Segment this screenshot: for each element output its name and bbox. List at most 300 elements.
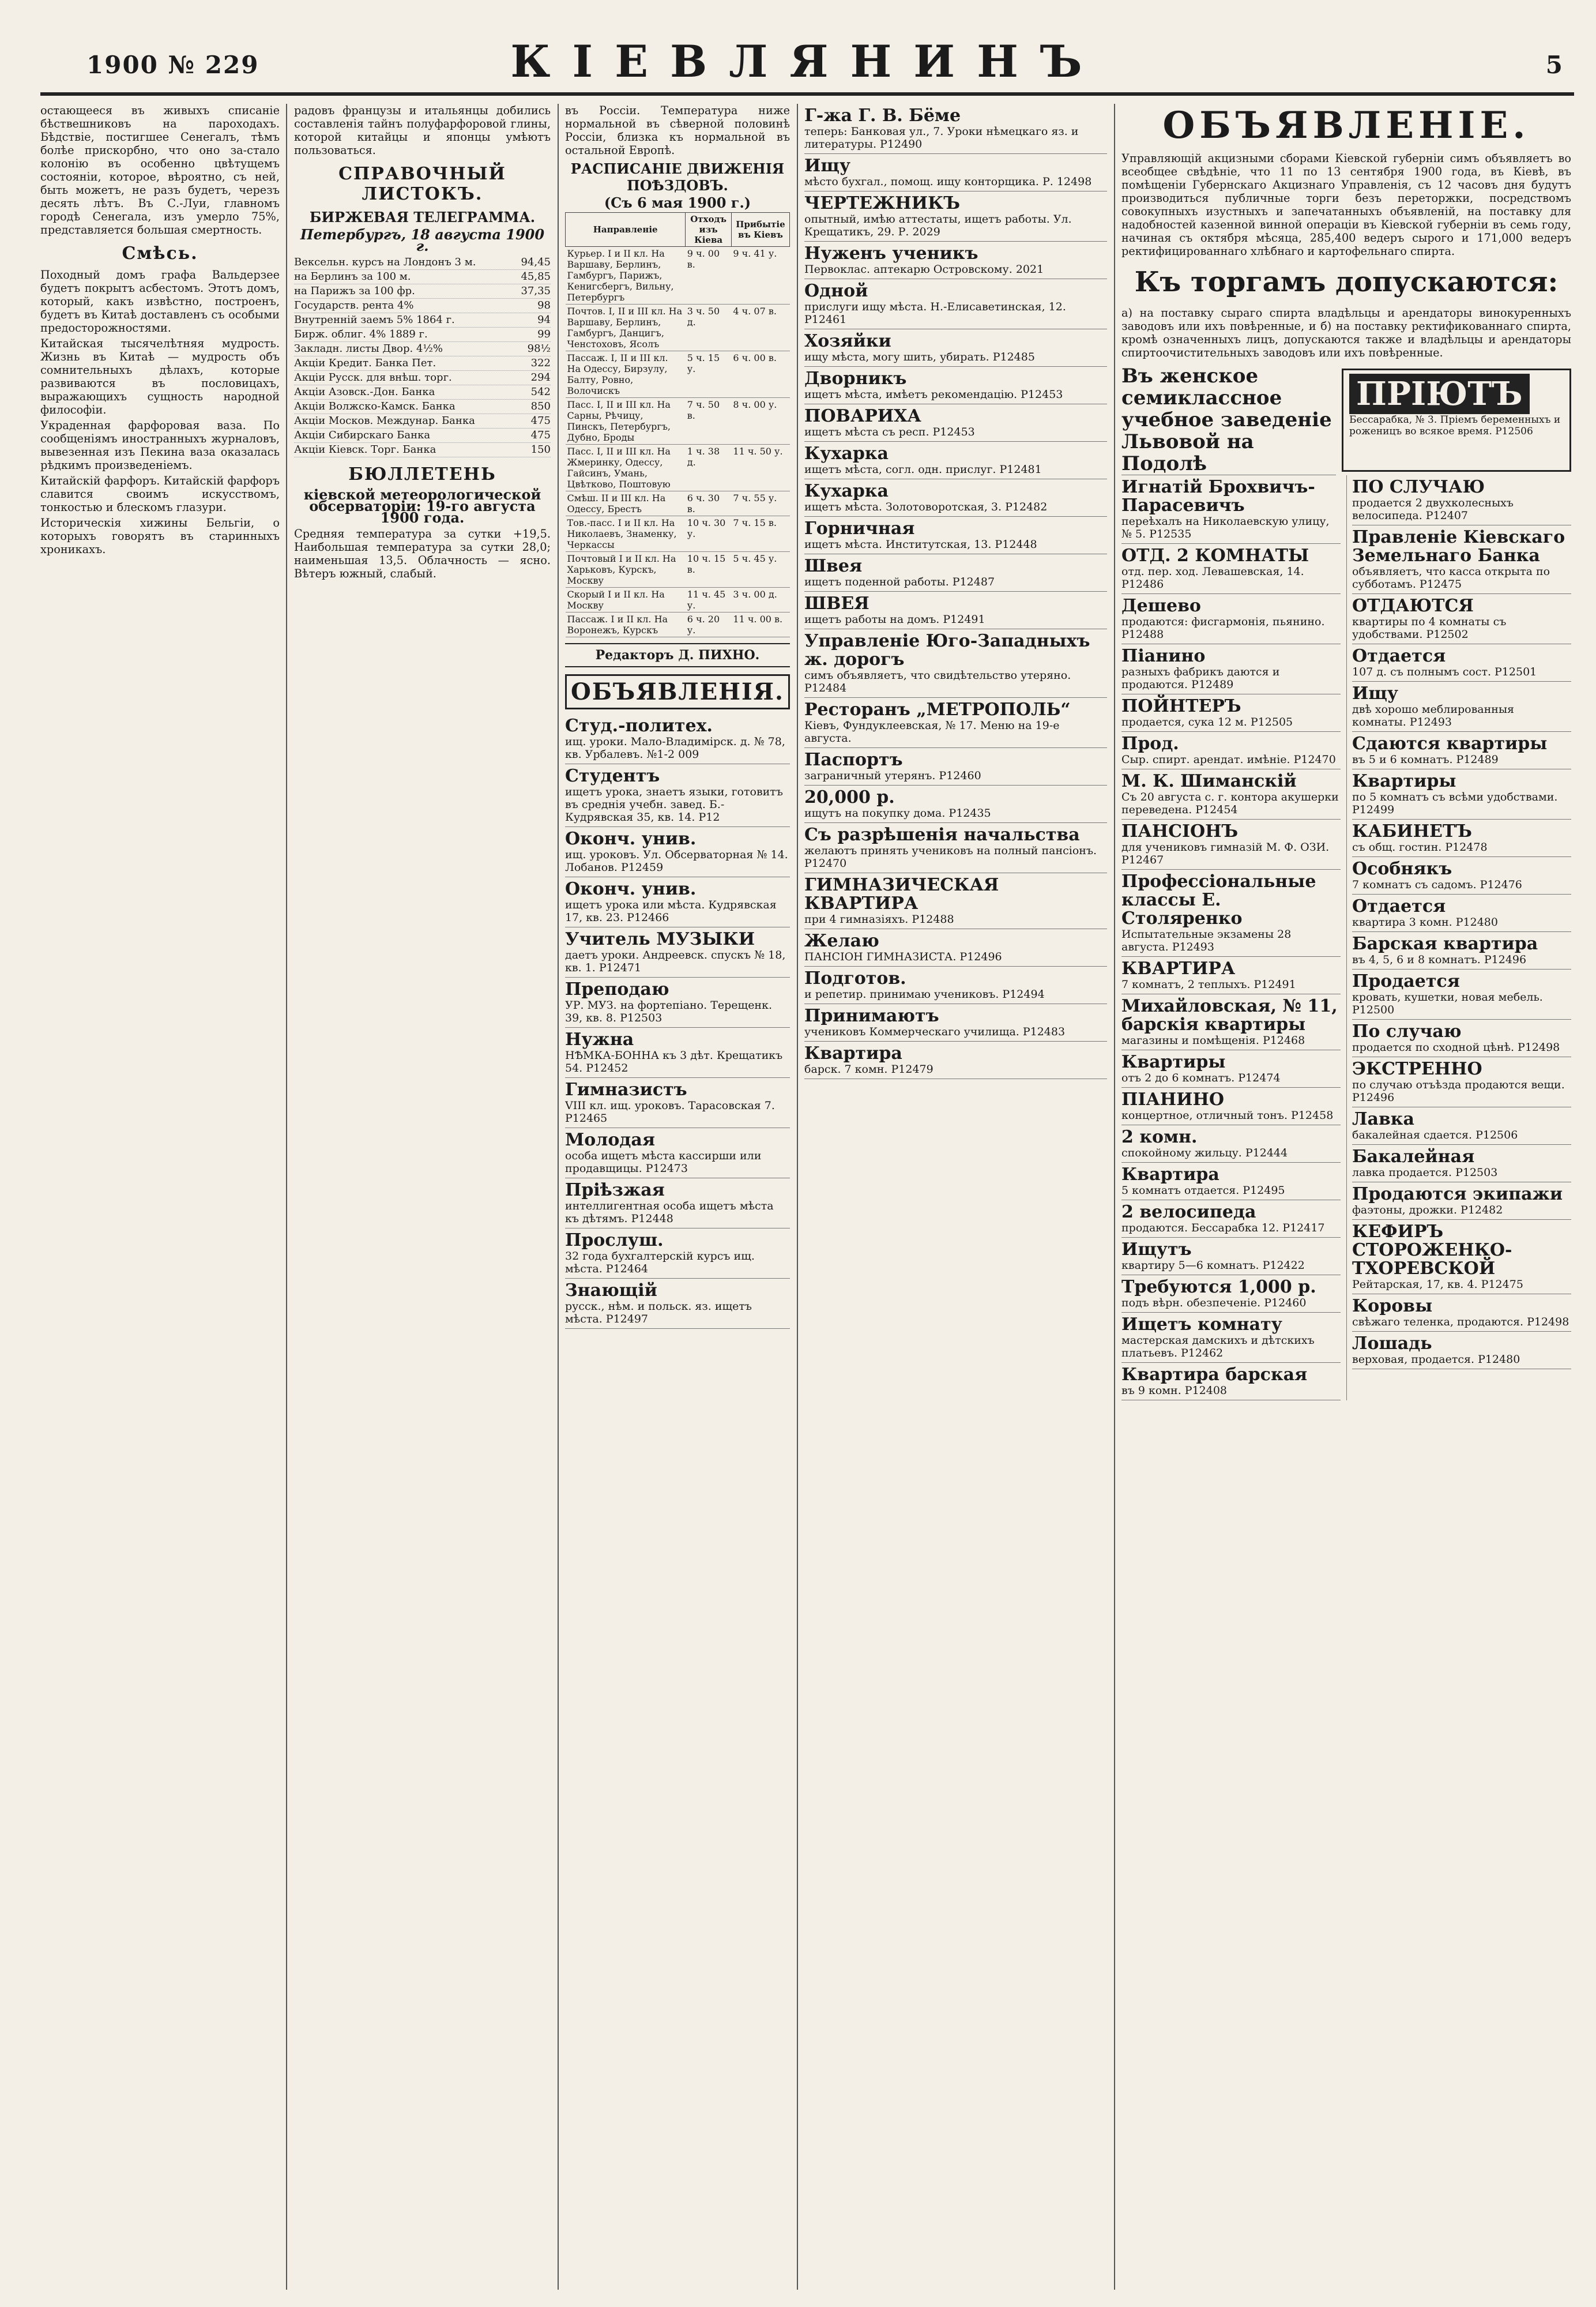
- classified-ad: [1121, 1363, 1341, 1400]
- ad-headline: Правленіе Кіевскаго Земельнаго Банка: [1352, 527, 1565, 566]
- rate-value: 542: [530, 386, 551, 398]
- rate-row: [294, 371, 551, 385]
- ad-body: ищетъ мѣста. Институтская, 13. Р12448: [804, 538, 1037, 551]
- rate-value: 98: [537, 299, 551, 311]
- train-route: Пассаж. I, II и III кл. На Одессу, Бирзулу, Балту, Ровно, Волочискъ: [566, 351, 686, 398]
- orphanage-title: ПРІЮТЪ: [1349, 374, 1530, 414]
- train-arrival: 7 ч. 55 у.: [731, 491, 789, 516]
- train-arrival: 6 ч. 00 в.: [731, 351, 789, 398]
- train-route: Пасс. I, II и III кл. На Жмеринку, Одессу, Гайсинъ, Умань, Цвѣтково, Поштовую: [566, 445, 686, 491]
- section-title-smes: Смѣсь.: [122, 243, 198, 264]
- ad-body: свѣжаго теленка, продаются. Р12498: [1352, 1316, 1569, 1328]
- classified-ad: [804, 748, 1107, 786]
- rate-value: 850: [530, 400, 551, 412]
- classified-ad: [804, 929, 1107, 967]
- ad-headline: Михайловская, № 11, барскія квартиры: [1121, 996, 1338, 1035]
- rate-name: на Берлинъ за 100 м.: [294, 270, 411, 283]
- bulletin-text: Средняя температура за сутки +19,5. Наибольшая температура за сутки 28,0; наименьшая 13,5. Облачность — ясно. Вѣтеръ южный, слабый.: [294, 527, 551, 580]
- ad-headline: Квартиры: [1352, 771, 1456, 791]
- train-row: [566, 305, 790, 351]
- ad-body: мастерская дамскихъ и дѣтскихъ платьевъ. Р12462: [1121, 1334, 1315, 1359]
- train-route: Тов.-пасс. I и II кл. На Николаевъ, Знаменку, Черкассы: [566, 516, 686, 552]
- ad-body: фаэтоны, дрожки. Р12482: [1352, 1204, 1503, 1216]
- classified-ad: [1121, 694, 1341, 732]
- classified-ad: [1352, 1145, 1571, 1182]
- ad-headline: КАБИНЕТЪ: [1352, 821, 1472, 841]
- train-arrival: 9 ч. 41 у.: [731, 247, 789, 305]
- classified-ad: [1352, 932, 1571, 970]
- ad-headline: Сдаются квартиры: [1352, 734, 1548, 754]
- ad-body: въ 9 комн. Р12408: [1121, 1384, 1228, 1397]
- rate-value: 150: [530, 444, 551, 456]
- classified-ad: [1352, 820, 1571, 857]
- ad-headline: 2 велосипеда: [1121, 1202, 1256, 1222]
- classified-ad: [804, 154, 1107, 191]
- ad-headline: Оконч. унив.: [565, 879, 697, 899]
- rate-row: [294, 313, 551, 328]
- classified-ad: [1352, 970, 1571, 1020]
- ad-body: спокойному жильцу. Р12444: [1121, 1147, 1288, 1159]
- ad-body: бакалейная сдается. Р12506: [1352, 1129, 1518, 1141]
- classified-ad: [1121, 1088, 1341, 1125]
- ad-headline: 2 комн.: [1121, 1127, 1198, 1147]
- ad-headline: Ищу: [804, 156, 851, 176]
- column-divider: [558, 104, 559, 2290]
- ad-headline: Принимаютъ: [804, 1006, 939, 1026]
- classified-ad: [1352, 857, 1571, 895]
- ad-headline: Подготов.: [804, 968, 906, 989]
- ad-body: съ общ. гостин. Р12478: [1352, 841, 1488, 854]
- ads-list: [565, 714, 790, 1329]
- ad-body: продаются: фисгармонія, пьянино. Р12488: [1121, 615, 1325, 641]
- ad-body: ищетъ работы на домъ. Р12491: [804, 613, 985, 626]
- classified-ad: [1352, 1057, 1571, 1107]
- rate-name: Акціи Сибирскаго Банка: [294, 429, 431, 441]
- ad-headline: Коровы: [1352, 1296, 1433, 1316]
- ad-body: ищетъ мѣста, согл. одн. прислуг. Р12481: [804, 463, 1042, 476]
- ad-headline: Барская квартира: [1352, 934, 1538, 954]
- train-departure: 3 ч. 50 д.: [686, 305, 732, 351]
- train-row: [566, 491, 790, 516]
- ad-headline: ГИМНАЗИЧЕСКАЯ КВАРТИРА: [804, 875, 999, 914]
- train-route: Пасс. I, II и III кл. На Сарны, Рѣчицу, Пинскъ, Петербургъ, Дубно, Броды: [566, 398, 686, 445]
- ad-body: квартиру 5—6 комнатъ. Р12422: [1121, 1259, 1305, 1272]
- rate-name: Государств. рента 4%: [294, 299, 414, 311]
- ad-headline: Ищутъ: [1121, 1239, 1192, 1260]
- exchange-date: Петербургъ, 18 августа 1900 г.: [300, 226, 545, 254]
- classified-ad: [565, 978, 790, 1028]
- train-departure: 7 ч. 50 в.: [686, 398, 732, 445]
- rate-row: [294, 270, 551, 284]
- reference-sheet-title: СПРАВОЧНЫЙ ЛИСТОКЪ.: [338, 164, 506, 204]
- ad-body: ищ. уроки. Мало-Владимірск. д. № 78, кв. Урбалевъ. №1-2 009: [565, 735, 785, 761]
- classified-ad: [1352, 1332, 1571, 1369]
- ad-headline: Нужна: [565, 1029, 634, 1050]
- ad-headline: Управленіе Юго-Западныхъ ж. дорогъ: [804, 631, 1090, 670]
- ad-headline: Профессіональные классы Е. Столяренко: [1121, 871, 1316, 929]
- ad-headline: КВАРТИРА: [1121, 959, 1236, 979]
- ad-body: ищутъ на покупку дома. Р12435: [804, 807, 991, 820]
- women-school-ad: Въ женское семиклассное учебное заведеніе Львовой на Подолѣ: [1121, 365, 1336, 475]
- article-continuation: радовъ французы и итальянцы добились составленія тайнъ полуфарфоровой глины, которой китайцы и японцы умѣютъ пользоваться.: [294, 104, 551, 157]
- classified-ad: [1121, 732, 1341, 769]
- ad-body: кровать, кушетки, новая мебель. Р12500: [1352, 991, 1543, 1016]
- classified-ad: [565, 764, 790, 827]
- ad-headline: Ищетъ комнату: [1121, 1314, 1282, 1335]
- train-row: [566, 516, 790, 552]
- ad-headline: Нуженъ ученикъ: [804, 243, 978, 264]
- exchange-rates-list: [294, 256, 551, 457]
- ad-body: ищу мѣста, могу шить, убирать. Р12485: [804, 351, 1035, 363]
- rate-row: [294, 256, 551, 270]
- ad-headline: Пріѣзжая: [565, 1180, 665, 1200]
- classified-ad: [1121, 1125, 1341, 1163]
- classified-ad: [804, 1004, 1107, 1042]
- ad-body: переѣхалъ на Николаевскую улицу, № 5. Р12535: [1121, 515, 1330, 540]
- ad-body: продается по сходной цѣнѣ. Р12498: [1352, 1041, 1560, 1054]
- rate-name: Акціи Волжско-Камск. Банка: [294, 400, 456, 412]
- classified-ad: [565, 1078, 790, 1128]
- schedule-subtitle: (Съ 6 мая 1900 г.): [604, 194, 751, 211]
- rate-row: [294, 400, 551, 414]
- rate-row: [294, 284, 551, 299]
- train-row: [566, 552, 790, 588]
- classified-ad: [1121, 1238, 1341, 1275]
- ad-headline: Желаю: [804, 931, 879, 951]
- classified-ad: [804, 404, 1107, 442]
- ad-body: Сыр. спирт. арендат. имѣніе. Р12470: [1121, 753, 1336, 766]
- ad-body: Кіевъ, Фундуклеевская, № 17. Меню на 19-е августа.: [804, 719, 1060, 745]
- header-rule: [40, 92, 1574, 96]
- rate-name: Бирж. облиг. 4% 1889 г.: [294, 328, 428, 340]
- schedule-header-arrival: Прибытіе въ Кіевъ: [731, 213, 789, 247]
- newspaper-page: [40, 23, 1574, 2293]
- train-departure: 11 ч. 45 у.: [686, 588, 732, 613]
- ad-body: въ 5 и 6 комнатъ. Р12489: [1352, 753, 1499, 766]
- ad-body: Испытательные экзамены 28 августа. Р12493: [1121, 928, 1292, 953]
- classified-ad: [1352, 732, 1571, 769]
- ad-body: Рейтарская, 17, кв. 4. Р12475: [1352, 1278, 1523, 1291]
- classified-ad: [804, 329, 1107, 367]
- ad-headline: Квартира: [1121, 1164, 1219, 1185]
- ad-headline: Съ разрѣшенія начальства: [804, 825, 1080, 845]
- train-departure: 6 ч. 20 у.: [686, 613, 732, 637]
- rate-row: [294, 328, 551, 342]
- classified-ad: [804, 698, 1107, 748]
- train-arrival: 8 ч. 00 у.: [731, 398, 789, 445]
- ad-body: концертное, отличный тонъ. Р12458: [1121, 1109, 1334, 1122]
- rate-row: [294, 429, 551, 443]
- rate-row: [294, 342, 551, 356]
- classified-ad: [804, 367, 1107, 404]
- ad-headline: Продаются экипажи: [1352, 1184, 1563, 1204]
- ad-body: ищетъ урока или мѣста. Кудрявская 17, кв. 23. Р12466: [565, 899, 777, 924]
- classified-ad: [804, 242, 1107, 279]
- train-row: [566, 588, 790, 613]
- train-route: Почтов. I, II и III кл. На Варшаву, Берлинъ, Гамбургъ, Данцигъ, Ченстоховъ, Ясолъ: [566, 305, 686, 351]
- ad-headline: По случаю: [1352, 1021, 1462, 1042]
- bulletin-subtitle: кіевской метеорологической обсерваторіи: 19-го августа 1900 года.: [303, 486, 541, 526]
- column-1: [40, 104, 280, 2290]
- rate-name: на Парижъ за 100 фр.: [294, 285, 415, 297]
- train-arrival: 11 ч. 50 у.: [731, 445, 789, 491]
- classified-ad: [1121, 475, 1341, 544]
- ad-body: мѣсто бухгал., помощ. ищу конторщика. Р. 12498: [804, 175, 1092, 188]
- ad-headline: ЭКСТРЕННО: [1352, 1059, 1482, 1079]
- ad-headline: Піанино: [1121, 646, 1206, 666]
- classified-ad: [1121, 1313, 1341, 1363]
- column-divider: [1114, 104, 1115, 2290]
- ad-headline: Лавка: [1352, 1109, 1414, 1129]
- ad-headline: Особнякъ: [1352, 859, 1452, 879]
- classified-ad: [1121, 820, 1341, 870]
- classified-ad: [804, 279, 1107, 329]
- ad-body: 5 комнатъ отдается. Р12495: [1121, 1184, 1285, 1197]
- ad-body: теперь: Банковая ул., 7. Уроки нѣмецкаго яз. и литературы. Р12490: [804, 125, 1079, 151]
- classified-ad: [804, 592, 1107, 629]
- rate-row: [294, 385, 551, 400]
- ad-headline: 20,000 р.: [804, 787, 895, 807]
- smes-item: Китайскій фарфоръ. Китайскій фарфоръ славится своимъ искусствомъ, тонкостью и блескомъ глазури.: [40, 474, 280, 514]
- ad-headline: КЕФИРЪ СТОРОЖЕНКО-ТХОРЕВСКОЙ: [1352, 1222, 1512, 1279]
- column-5: [1121, 104, 1571, 2290]
- ad-body: квартиры по 4 комнаты съ удобствами. Р12502: [1352, 615, 1507, 641]
- column-divider: [286, 104, 287, 2290]
- classified-ad: [1352, 1182, 1571, 1220]
- ad-headline: Молодая: [565, 1130, 655, 1150]
- ad-headline: ШВЕЯ: [804, 593, 869, 614]
- ad-body: интеллигентная особа ищетъ мѣста къ дѣтямъ. Р12448: [565, 1200, 774, 1225]
- ad-body: квартира 3 комн. Р12480: [1352, 916, 1498, 929]
- ad-headline: Г-жа Г. В. Бёме: [804, 106, 961, 126]
- ad-body: продается 2 двухколесныхъ велосипеда. Р12407: [1352, 497, 1514, 522]
- classified-ad: [1352, 644, 1571, 682]
- classified-ad: [565, 1228, 790, 1279]
- classified-ad: [804, 517, 1107, 554]
- ad-headline: Игнатій Брохвичъ-Парасевичъ: [1121, 477, 1315, 516]
- ad-headline: Преподаю: [565, 979, 669, 1000]
- train-arrival: 4 ч. 07 в.: [731, 305, 789, 351]
- train-departure: 10 ч. 30 у.: [686, 516, 732, 552]
- classified-ad: [1352, 895, 1571, 932]
- ad-body: и репетир. принимаю учениковъ. Р12494: [804, 988, 1045, 1001]
- ad-headline: Студентъ: [565, 766, 660, 786]
- train-arrival: 3 ч. 00 д.: [731, 588, 789, 613]
- classified-ad: [1121, 870, 1341, 957]
- classified-ad: [804, 1042, 1107, 1079]
- classified-ad: [565, 1178, 790, 1228]
- rate-row: [294, 414, 551, 429]
- ad-headline: Швея: [804, 556, 863, 576]
- classified-ad: [804, 823, 1107, 873]
- ad-body: учениковъ Коммерческаго училища. Р12483: [804, 1025, 1066, 1038]
- ad-headline: Отдается: [1352, 646, 1446, 666]
- rate-name: Закладн. листы Двор. 4½%: [294, 343, 443, 355]
- rate-value: 94: [537, 314, 551, 326]
- rate-value: 94,45: [521, 256, 551, 268]
- ad-body: барск. 7 комн. Р12479: [804, 1063, 933, 1076]
- ad-body: отд. пер. ход. Левашевская, 14. Р12486: [1121, 565, 1304, 591]
- school-orphanage-row: [1121, 365, 1571, 475]
- smes-item: Китайская тысячелѣтняя мудрость. Жизнь въ Китаѣ — мудрость объ сомнительныхъ дѣлахъ, которые развиваются въ пословицахъ, выражающихъ сущность народной философіи.: [40, 337, 280, 416]
- train-departure: 1 ч. 38 д.: [686, 445, 732, 491]
- ad-headline: Дворникъ: [804, 369, 907, 389]
- ad-body: даетъ уроки. Андреевск. спускъ № 18, кв. 1. Р12471: [565, 949, 786, 974]
- ad-body: ищетъ урока, знаетъ языки, готовитъ въ среднія учебн. завед. Б.-Кудрявская 35, кв. 14. Р12: [565, 786, 783, 824]
- ad-headline: Дешево: [1121, 596, 1201, 616]
- ad-body: верховая, продается. Р12480: [1352, 1353, 1520, 1366]
- train-row: [566, 247, 790, 305]
- page-number: 5: [1545, 51, 1563, 79]
- rate-name: Акціи Кіевск. Торг. Банка: [294, 444, 436, 456]
- ad-headline: Квартира барская: [1121, 1365, 1308, 1385]
- schedule-title: РАСПИСАНІЕ ДВИЖЕНІЯ ПОѢЗДОВЪ.: [570, 160, 785, 194]
- ad-headline: М. К. Шиманскій: [1121, 771, 1297, 791]
- classified-ad: [804, 967, 1107, 1004]
- orphanage-body: Бессарабка, № 3. Пріемъ беременныхъ и роженицъ во всякое время. Р12506: [1349, 414, 1561, 437]
- rate-name: Акціи Москов. Междунар. Банка: [294, 415, 475, 427]
- ad-body: ищ. уроковъ. Ул. Обсерваторная № 14. Лобанов. Р12459: [565, 848, 788, 874]
- classified-ad: [804, 191, 1107, 242]
- smes-item: Историческія хижины Бельгіи, о которыхъ говорятъ въ старинныхъ хроникахъ.: [40, 516, 280, 556]
- classified-ad: [804, 629, 1107, 698]
- rate-value: 99: [537, 328, 551, 340]
- ads-title: ОБЪЯВЛЕНІЯ.: [565, 674, 790, 709]
- ad-body: подъ вѣрн. обезпеченіе. Р12460: [1121, 1297, 1307, 1309]
- ad-headline: ПО СЛУЧАЮ: [1352, 477, 1485, 497]
- train-row: [566, 351, 790, 398]
- schedule-header-route: Направленіе: [566, 213, 686, 247]
- train-route: Пассаж. I и II кл. На Воронежъ, Курскъ: [566, 613, 686, 637]
- classified-ad: [565, 1028, 790, 1078]
- ad-body: по случаю отъѣзда продаются вещи. Р12496: [1352, 1079, 1565, 1104]
- ad-headline: Знающій: [565, 1280, 657, 1301]
- classified-ad: [1352, 594, 1571, 644]
- ads-list: [804, 104, 1107, 1079]
- rate-value: 98½: [527, 343, 551, 355]
- classified-ad: [1352, 475, 1571, 525]
- tender-text: а) на поставку сыраго спирта владѣльцы и арендаторы винокуренныхъ заводовъ или ихъ повѣренные, и б) на поставку ректификованнаго спирта, кромѣ означенныхъ лицъ, допускаются также и владѣльцы и арендаторы спиртоочистительныхъ заводовъ или ихъ повѣренные.: [1121, 306, 1571, 359]
- ad-body: опытный, имѣю аттестаты, ищетъ работы. Ул. Крещатикъ, 29. Р. 2029: [804, 213, 1072, 238]
- column-divider: [797, 104, 798, 2290]
- classified-ad: [804, 104, 1107, 154]
- train-arrival: 5 ч. 45 у.: [731, 552, 789, 588]
- ad-headline: ЧЕРТЕЖНИКЪ: [804, 193, 961, 213]
- ad-headline: ОТДАЮТСЯ: [1352, 596, 1474, 616]
- train-route: Курьер. I и II кл. На Варшаву, Берлинъ, Гамбургъ, Парижъ, Кенигсбергъ, Вильну, Петербургъ: [566, 247, 686, 305]
- ad-body: ищетъ мѣста. Золотоворотская, 3. Р12482: [804, 501, 1048, 513]
- rate-name: Акціи Азовск.-Дон. Банка: [294, 386, 435, 398]
- ad-body: продаются. Бессарабка 12. Р12417: [1121, 1222, 1325, 1234]
- train-row: [566, 613, 790, 637]
- masthead-bar: [40, 33, 1574, 91]
- train-arrival: 7 ч. 15 в.: [731, 516, 789, 552]
- ad-body: отъ 2 до 6 комнатъ. Р12474: [1121, 1072, 1281, 1084]
- rate-value: 37,35: [521, 285, 551, 297]
- announcement-intro: Управляющій акцизными сборами Кіевской губерніи симъ объявляетъ во всеобщее свѣдѣніе, что 11 по 13 сентября 1900 года, въ Кіевѣ, въ помѣщеніи Губернскаго Акцизнаго Управленія, съ 12 часовъ дня будутъ производиться публичные торги безъ переторжки, посредствомъ совокупныхъ изустныхъ и запечатанныхъ объявленій, на поставку для надобностей казенной винной операціи въ Кіевской губерніи въ семь году, начиная съ октября мѣсяца, 285,400 ведеръ сырого и 171,000 ведеръ ректифицированнаго хлѣбнаго и картофельнаго спирта.: [1121, 152, 1571, 258]
- ad-body: магазины и помѣщенія. Р12468: [1121, 1034, 1305, 1047]
- rate-value: 322: [530, 357, 551, 369]
- tender-title: Къ торгамъ допускаются:: [1134, 266, 1559, 298]
- column-3: [565, 104, 790, 2290]
- ad-body: въ 4, 5, 6 и 8 комнатъ. Р12496: [1352, 953, 1527, 966]
- ad-headline: Прослуш.: [565, 1230, 664, 1250]
- ad-headline: Ищу: [1352, 683, 1399, 704]
- ad-body: VIII кл. ищ. уроковъ. Тарасовская 7. Р12465: [565, 1099, 775, 1125]
- train-schedule-table: [565, 212, 790, 637]
- rate-value: 45,85: [521, 270, 551, 283]
- classified-ad: [1121, 994, 1341, 1050]
- classified-ad: [1121, 594, 1341, 644]
- train-row: [566, 445, 790, 491]
- ad-body: по 5 комнатъ съ всѣми удобствами. Р12499: [1352, 791, 1558, 816]
- train-departure: 10 ч. 15 в.: [686, 552, 732, 588]
- ad-headline: Квартира: [804, 1043, 902, 1064]
- ad-body: прислуги ищу мѣста. Н.-Елисаветинская, 12. Р12461: [804, 300, 1066, 326]
- classified-ad: [1121, 957, 1341, 994]
- ad-headline: Учитель МУЗЫКИ: [565, 929, 755, 949]
- classified-ad: [1121, 1275, 1341, 1313]
- ad-body: 32 года бухгалтерскій курсъ ищ. мѣста. Р12464: [565, 1250, 755, 1275]
- ad-headline: Ресторанъ „МЕТРОПОЛЬ“: [804, 700, 1071, 720]
- train-arrival: 11 ч. 00 в.: [731, 613, 789, 637]
- classified-ad: [1121, 644, 1341, 694]
- announcement-title: ОБЪЯВЛЕНІЕ.: [1162, 104, 1530, 147]
- ad-body: НѢМКА-БОННА къ 3 дѣт. Крещатикъ 54. Р12452: [565, 1049, 783, 1074]
- ad-body: лавка продается. Р12503: [1352, 1166, 1498, 1179]
- ad-body: 7 комнатъ, 2 теплыхъ. Р12491: [1121, 978, 1296, 991]
- ad-headline: Паспортъ: [804, 750, 903, 770]
- ads-list: [1121, 475, 1571, 1400]
- orphanage-ad: [1342, 369, 1571, 472]
- classified-ad: [1352, 1294, 1571, 1332]
- classified-ad: [1121, 1050, 1341, 1088]
- ad-headline: Бакалейная: [1352, 1147, 1475, 1167]
- smes-item: Украденная фарфоровая ваза. По сообщеніямъ иностранныхъ журналовъ, вывезенная изъ Пекина ваза оказалась рѣдкимъ произведеніемъ.: [40, 419, 280, 472]
- rate-row: [294, 356, 551, 371]
- classified-ad: [804, 554, 1107, 592]
- ad-body: 107 д. съ полнымъ сост. Р12501: [1352, 666, 1537, 678]
- ad-headline: Кухарка: [804, 444, 889, 464]
- classified-ad: [1352, 1020, 1571, 1057]
- bulletin-title: БЮЛЛЕТЕНЬ: [348, 464, 496, 484]
- ad-body: особа ищетъ мѣста кассирши или продавщицы. Р12473: [565, 1149, 762, 1175]
- classified-ad: [1121, 769, 1341, 820]
- ad-body: желаютъ принять учениковъ на полный пансіонъ. Р12470: [804, 844, 1097, 870]
- rate-name: Акціи Русск. для внѣш. торг.: [294, 371, 452, 384]
- rate-name: Внутренній заемъ 5% 1864 г.: [294, 314, 455, 326]
- classified-ad: [565, 877, 790, 927]
- classified-ad: [1121, 1200, 1341, 1238]
- classified-ad: [804, 442, 1107, 479]
- classified-ad: [565, 927, 790, 978]
- ad-headline: Одной: [804, 281, 868, 301]
- issue-number: 1900 № 229: [86, 51, 259, 79]
- rate-row: [294, 299, 551, 313]
- column-4: [804, 104, 1107, 2290]
- classified-ad: [565, 1128, 790, 1178]
- ad-headline: Оконч. унив.: [565, 829, 697, 849]
- rate-name: Вексельн. курсъ на Лондонъ 3 м.: [294, 256, 476, 268]
- weather-intro: въ Россіи. Температура ниже нормальной въ сѣверной половинѣ Россіи, близка къ нормальной въ остальной Европѣ.: [565, 104, 790, 157]
- train-route: Смѣш. II и III кл. На Одессу, Брестъ: [566, 491, 686, 516]
- classified-ad: [804, 873, 1107, 929]
- schedule-header-departure: Отходъ изъ Кіева: [686, 213, 732, 247]
- classified-ad: [1352, 1220, 1571, 1294]
- editor-line: Редакторъ Д. ПИХНО.: [565, 643, 790, 667]
- exchange-telegram-title: БИРЖЕВАЯ ТЕЛЕГРАММА.: [309, 209, 536, 226]
- rate-value: 475: [530, 415, 551, 427]
